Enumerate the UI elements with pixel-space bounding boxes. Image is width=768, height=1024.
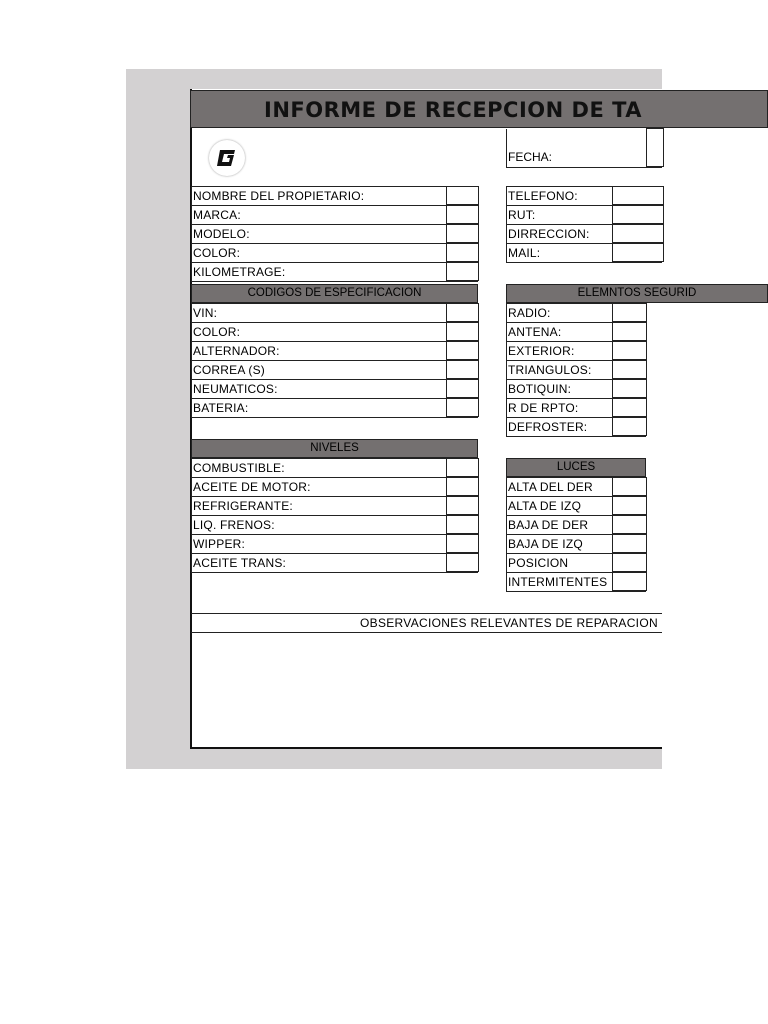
company-logo — [209, 140, 245, 176]
seguridad-label: R DE RPTO: — [508, 401, 579, 415]
owner-row — [191, 224, 478, 243]
luces-bottom-border — [506, 591, 646, 592]
luces-label: ALTA DE IZQ — [508, 499, 582, 513]
seguridad-label: EXTERIOR: — [508, 344, 575, 358]
especificacion-input-box[interactable] — [446, 379, 479, 398]
owner-input-box[interactable] — [446, 186, 479, 205]
especificacion-input-box[interactable] — [446, 303, 479, 322]
luces-header-label: LUCES — [556, 461, 596, 473]
luces-input-box[interactable] — [612, 515, 647, 534]
form-title: INFORME DE RECEPCION DE TA — [264, 98, 643, 122]
luces-row — [506, 515, 646, 534]
seguridad-label: TRIANGULOS: — [508, 363, 592, 377]
contact-row — [506, 224, 662, 243]
owner-input-box[interactable] — [446, 205, 479, 224]
luces-input-box[interactable] — [612, 534, 647, 553]
especificacion-row — [191, 303, 478, 322]
observaciones-label: OBSERVACIONES RELEVANTES DE REPARACION — [360, 616, 658, 630]
especificacion-label: ALTERNADOR: — [193, 344, 280, 358]
luces-row — [506, 553, 646, 572]
especificacion-bottom-border — [191, 417, 478, 418]
contact-input-box[interactable] — [612, 224, 664, 243]
seguridad-input-box[interactable] — [612, 379, 647, 398]
luces-label: ALTA DEL DER — [508, 480, 593, 494]
niveles-input-box[interactable] — [446, 553, 479, 572]
niveles-row — [191, 515, 478, 534]
especificacion-header-label: CODIGOS DE ESPECIFICACION — [247, 287, 422, 299]
obs-top-line — [191, 613, 662, 614]
niveles-row — [191, 477, 478, 496]
owner-input-box[interactable] — [446, 224, 479, 243]
owner-input-box[interactable] — [446, 243, 479, 262]
fecha-label: FECHA: — [508, 150, 553, 164]
niveles-row — [191, 458, 478, 477]
seguridad-row — [506, 379, 646, 398]
niveles-row — [191, 553, 478, 572]
luces-input-box[interactable] — [612, 553, 647, 572]
luces-label: BAJA DE DER — [508, 518, 589, 532]
luces-label: POSICION — [508, 556, 569, 570]
seguridad-label: DEFROSTER: — [508, 420, 588, 434]
seguridad-input-box[interactable] — [612, 322, 647, 341]
luces-header — [506, 458, 646, 477]
niveles-input-box[interactable] — [446, 515, 479, 534]
seguridad-input-box[interactable] — [612, 303, 647, 322]
owner-label: COLOR: — [193, 246, 241, 260]
luces-label: BAJA DE IZQ — [508, 537, 583, 551]
contact-row — [506, 243, 662, 262]
niveles-row — [191, 496, 478, 515]
owner-row — [191, 186, 478, 205]
niveles-label: COMBUSTIBLE: — [193, 461, 285, 475]
especificacion-header — [191, 284, 478, 303]
seguridad-label: BOTIQUIN: — [508, 382, 572, 396]
seguridad-row — [506, 322, 646, 341]
owner-row — [191, 262, 478, 281]
luces-input-box[interactable] — [612, 496, 647, 515]
seguridad-header — [506, 284, 768, 303]
contact-label: TELEFONO: — [508, 189, 578, 203]
contact-input-box[interactable] — [612, 186, 664, 205]
especificacion-input-box[interactable] — [446, 322, 479, 341]
seguridad-row — [506, 398, 646, 417]
fecha-block — [506, 129, 662, 168]
luces-row — [506, 572, 646, 591]
niveles-input-box[interactable] — [446, 477, 479, 496]
contact-label: DIRRECCION: — [508, 227, 590, 241]
contact-row — [506, 205, 662, 224]
especificacion-row — [191, 322, 478, 341]
contact-label: MAIL: — [508, 246, 541, 260]
niveles-header — [191, 439, 478, 458]
niveles-input-box[interactable] — [446, 496, 479, 515]
especificacion-label: VIN: — [193, 306, 218, 320]
luces-label: INTERMITENTES — [508, 575, 608, 589]
especificacion-row — [191, 341, 478, 360]
niveles-label: REFRIGERANTE: — [193, 499, 293, 513]
owner-label: MODELO: — [193, 227, 250, 241]
niveles-input-box[interactable] — [446, 458, 479, 477]
owner-label: KILOMETRAGE: — [193, 265, 286, 279]
owner-row — [191, 243, 478, 262]
niveles-bottom-border — [191, 572, 478, 573]
especificacion-input-box[interactable] — [446, 341, 479, 360]
contact-label: RUT: — [508, 208, 536, 222]
niveles-label: ACEITE TRANS: — [193, 556, 287, 570]
seguridad-row — [506, 360, 646, 379]
seguridad-input-box[interactable] — [612, 398, 647, 417]
luces-input-box[interactable] — [612, 572, 647, 591]
especificacion-label: CORREA (S) — [193, 363, 266, 377]
especificacion-label: NEUMATICOS: — [193, 382, 278, 396]
seguridad-bottom-border — [506, 436, 646, 437]
luces-input-box[interactable] — [612, 477, 647, 496]
especificacion-label: BATERIA: — [193, 401, 249, 415]
contact-bottom-border — [506, 262, 662, 263]
luces-row — [506, 496, 646, 515]
especificacion-input-box[interactable] — [446, 360, 479, 379]
niveles-label: LIQ. FRENOS: — [193, 518, 275, 532]
seguridad-input-box[interactable] — [612, 360, 647, 379]
seguridad-row — [506, 417, 646, 436]
owner-input-box[interactable] — [446, 262, 479, 281]
owner-label: MARCA: — [193, 208, 241, 222]
especificacion-row — [191, 360, 478, 379]
seguridad-input-box[interactable] — [612, 341, 647, 360]
contact-input-box[interactable] — [612, 243, 664, 262]
seguridad-header-label: ELEMNTOS SEGURID — [577, 287, 697, 299]
seguridad-input-box[interactable] — [612, 417, 647, 436]
seguridad-row — [506, 341, 646, 360]
luces-row — [506, 477, 646, 496]
contact-input-box[interactable] — [612, 205, 664, 224]
owner-row — [191, 205, 478, 224]
seguridad-label: ANTENA: — [508, 325, 562, 339]
niveles-row — [191, 534, 478, 553]
contact-row — [506, 186, 662, 205]
niveles-header-label: NIVELES — [310, 442, 359, 454]
owner-bottom-border — [191, 281, 478, 282]
owner-label: NOMBRE DEL PROPIETARIO: — [193, 189, 365, 203]
luces-row — [506, 534, 646, 553]
especificacion-label: COLOR: — [193, 325, 241, 339]
fecha-input[interactable] — [646, 128, 664, 167]
title-bar — [190, 90, 768, 128]
seguridad-row — [506, 303, 646, 322]
niveles-label: ACEITE DE MOTOR: — [193, 480, 311, 494]
especificacion-input-box[interactable] — [446, 398, 479, 417]
niveles-label: WIPPER: — [193, 537, 246, 551]
g-logo-icon — [216, 148, 238, 168]
seguridad-label: RADIO: — [508, 306, 551, 320]
observaciones-area[interactable] — [192, 633, 662, 747]
especificacion-row — [191, 379, 478, 398]
especificacion-row — [191, 398, 478, 417]
niveles-input-box[interactable] — [446, 534, 479, 553]
